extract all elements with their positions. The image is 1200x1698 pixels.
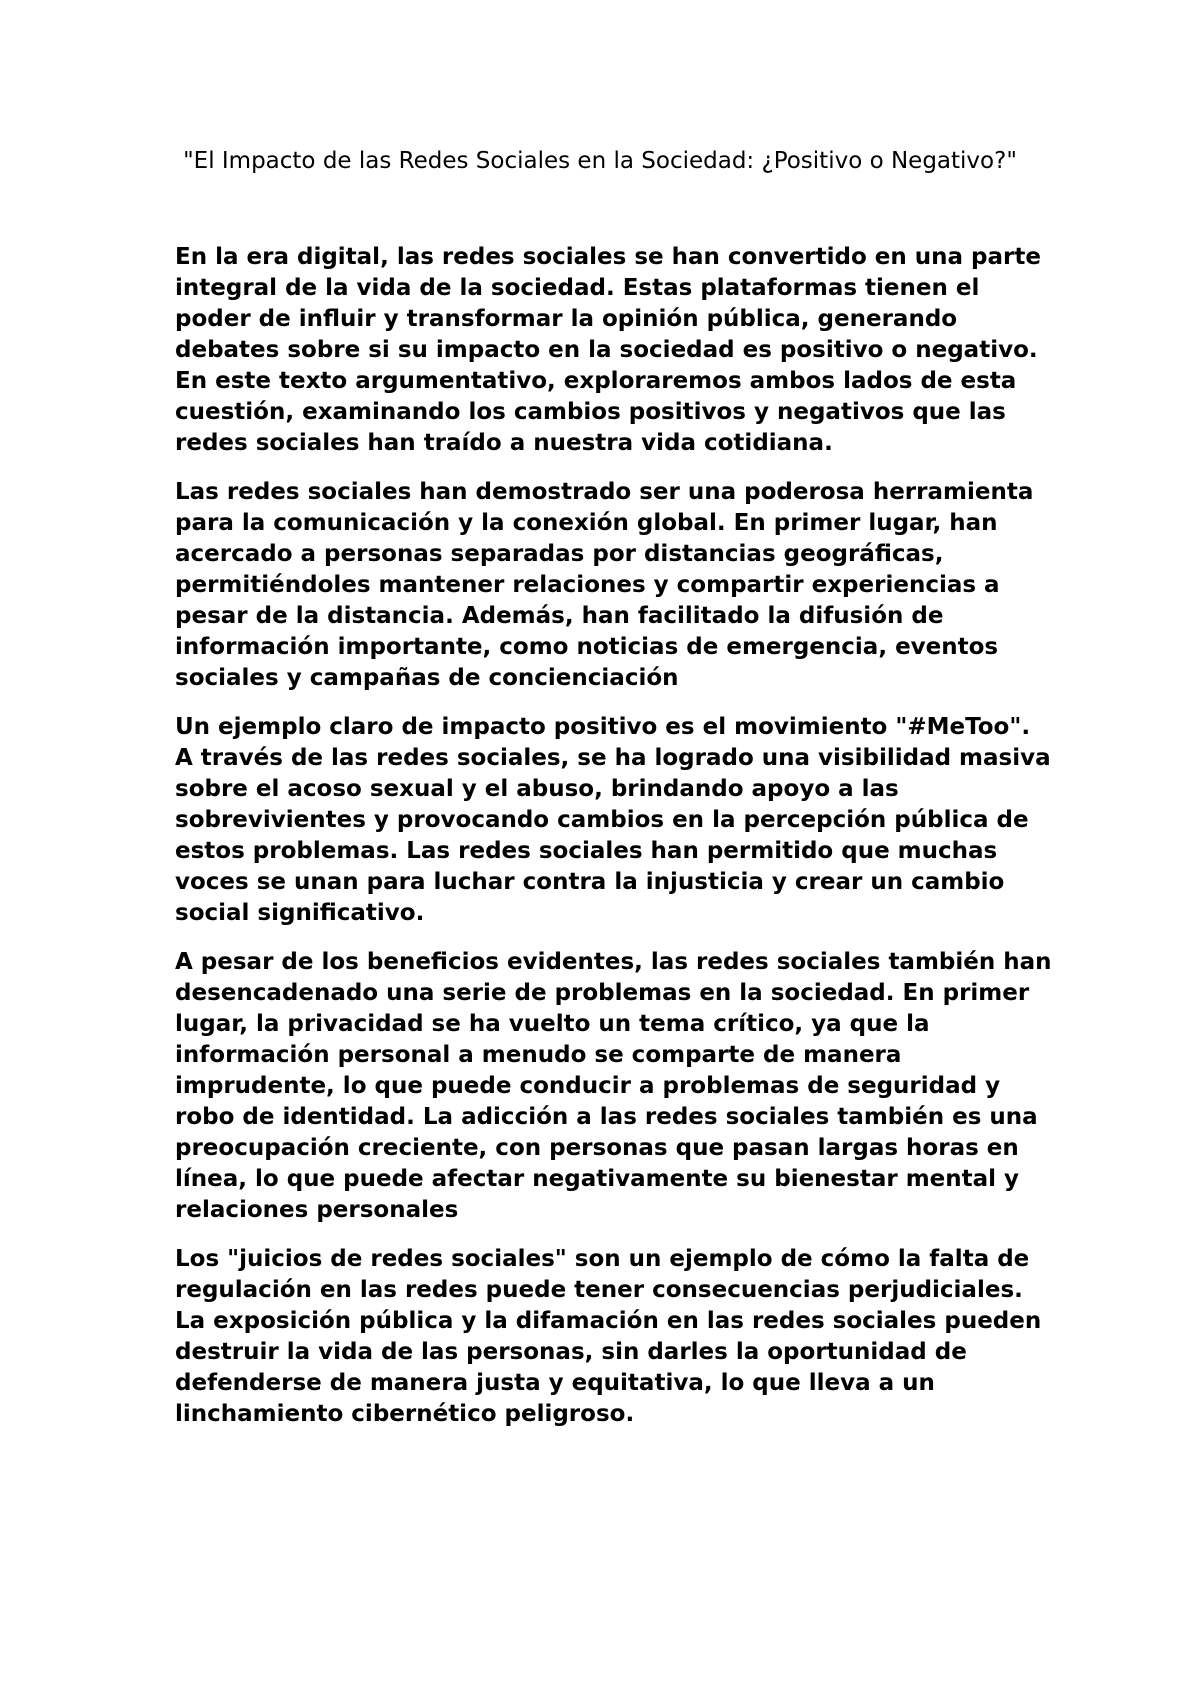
paragraph-social-media-trials: Los "juicios de redes sociales" son un ejemplo de cómo la falta de regulación en las redes puede tener consecuencias perjudiciales. La exposición pública y la difamación en las redes sociales pueden destruir la vida de las personas, sin darles la oportunidad de defenderse de manera justa y equitativa, lo que lleva a un linchamiento cibernético peligroso. — [175, 1246, 1042, 1427]
document-body — [175, 242, 1055, 1448]
paragraph-communication: Las redes sociales han demostrado ser una poderosa herramienta para la comunicación y la conexión global. En primer lugar, han acercado a personas separadas por distancias geográficas, permitiéndoles mantener relaciones y compartir experiencias a pesar de la distancia. Además, han facilitado la difusión de información importante, como noticias de emergencia, eventos sociales y campañas de concienciación — [175, 479, 1034, 691]
paragraph-problems: A pesar de los beneficios evidentes, las redes sociales también han desencadenado una serie de problemas en la sociedad. En primer lugar, la privacidad se ha vuelto un tema crítico, ya que la información personal a menudo se comparte de manera imprudente, lo que puede conducir a problemas de seguridad y robo de identidad. La adicción a las redes sociales también es una preocupación creciente, con personas que pasan largas horas en línea, lo que puede afectar negativamente su bienestar mental y relaciones personales — [175, 949, 1052, 1223]
paragraph-metoo-example: Un ejemplo claro de impacto positivo es el movimiento "#MeToo". A través de las redes sociales, se ha logrado una visibilidad masiva sobre el acoso sexual y el abuso, brindando apoyo a las sobrevivientes y provocando cambios en la percepción pública de estos problemas. Las redes sociales han permitido que muchas voces se unan para luchar contra la injusticia y crear un cambio social significativo. — [175, 714, 1051, 926]
paragraph-introduction: En la era digital, las redes sociales se han convertido en una parte integral de la vida de la sociedad. Estas plataformas tienen el poder de influir y transformar la opinión pública, generando debates sobre si su impacto en la sociedad es positivo o negativo. En este texto argumentativo, exploraremos ambos lados de esta cuestión, examinando los cambios positivos y negativos que las redes sociales han traído a nuestra vida cotidiana. — [175, 244, 1041, 456]
document-title: "El Impacto de las Redes Sociales en la Sociedad: ¿Positivo o Negativo?" — [183, 148, 1017, 174]
